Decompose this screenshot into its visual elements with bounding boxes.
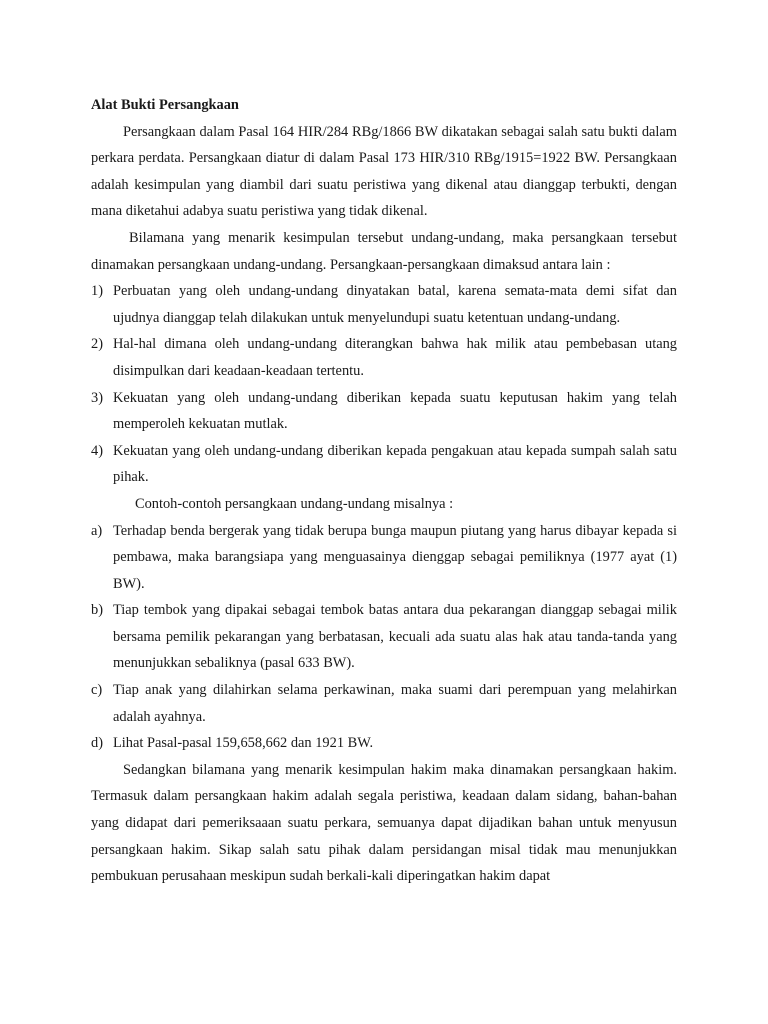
- list-item: [91, 597, 677, 677]
- list-item: [91, 730, 677, 757]
- list-item-text: Tiap tembok yang dipakai sebagai tembok batas antara dua pekarangan dianggap sebagai milik bersama pemilik pekarangan yang berbatasan, kecuali ada suatu alas hak atau tanda-tanda yang menunjukkan sebaliknya (pasal 633 BW).: [113, 602, 677, 672]
- list-item: [91, 331, 677, 384]
- examples-intro: Contoh-contoh persangkaan undang-undang misalnya :: [135, 495, 454, 512]
- list-item-text: Hal-hal dimana oleh undang-undang diterangkan bahwa hak milik atau pembebasan utang disimpulkan dari keadaan-keadaan tertentu.: [113, 336, 677, 379]
- list-item-text: Terhadap benda bergerak yang tidak berupa bunga maupun piutang yang harus dibayar kepada si pembawa, maka barangsiapa yang menguasainya dienggap sebagai pemiliknya (1977 ayat (1) BW).: [113, 522, 677, 592]
- list-item: [91, 677, 677, 730]
- list-marker: c): [91, 682, 103, 699]
- list-marker: 4): [91, 442, 103, 459]
- list-item: [91, 385, 677, 438]
- list-marker: d): [91, 735, 103, 752]
- list-marker: 3): [91, 389, 103, 406]
- lettered-list: [91, 518, 677, 757]
- intro-paragraph-2: Bilamana yang menarik kesimpulan tersebut undang-undang, maka persangkaan tersebut dinamakan persangkaan undang-undang. Persangkaan-persangkaan dimaksud antara lain :: [91, 229, 677, 273]
- closing-paragraph: Sedangkan bilamana yang menarik kesimpulan hakim maka dinamakan persangkaan hakim. Termasuk dalam persangkaan hakim adalah segala peristiwa, keadaan dalam sidang, bahan-bahan yang didapat dari pemeriksaaan suatu perkara, semuanya dapat dijadikan bahan untuk menyusun persangkaan hakim. Sikap salah satu pihak dalam persidangan misal tidak mau menunjukkan pembukuan perusahaan meskipun sudah berkali-kali diperingatkan hakim dapat: [91, 761, 677, 885]
- intro-paragraph-1: Persangkaan dalam Pasal 164 HIR/284 RBg/1866 BW dikatakan sebagai salah satu bukti dalam perkara perdata. Persangkaan diatur di dalam Pasal 173 HIR/310 RBg/1915=1922 BW. Persangkaan adalah kesimpulan yang diambil dari suatu peristiwa yang dikenal atau dianggap terbukti, dengan mana diketahui adabya suatu peristiwa yang tidak dikenal.: [91, 123, 677, 220]
- list-item-text: Kekuatan yang oleh undang-undang diberikan kepada suatu keputusan hakim yang telah memperoleh kekuatan mutlak.: [113, 389, 677, 433]
- list-item: [91, 518, 677, 598]
- list-marker: b): [91, 602, 103, 619]
- list-item: [91, 278, 677, 331]
- list-item-text: Perbuatan yang oleh undang-undang dinyatakan batal, karena semata-mata demi sifat dan ujudnya dianggap telah dilakukan untuk menyelundupi suatu ketentuan undang-undang.: [113, 283, 677, 326]
- list-item-text: Tiap anak yang dilahirkan selama perkawinan, maka suami dari perempuan yang melahirkan adalah ayahnya.: [113, 682, 677, 725]
- list-marker: 2): [91, 336, 103, 353]
- list-marker: a): [91, 522, 103, 539]
- numbered-list: [91, 278, 677, 491]
- document-title: Alat Bukti Persangkaan: [91, 97, 239, 113]
- list-item-text: Lihat Pasal-pasal 159,658,662 dan 1921 BW.: [113, 735, 374, 752]
- list-marker: 1): [91, 283, 103, 300]
- list-item-text: Kekuatan yang oleh undang-undang diberikan kepada pengakuan atau kepada sumpah salah satu pihak.: [113, 442, 677, 486]
- list-item: [91, 438, 677, 491]
